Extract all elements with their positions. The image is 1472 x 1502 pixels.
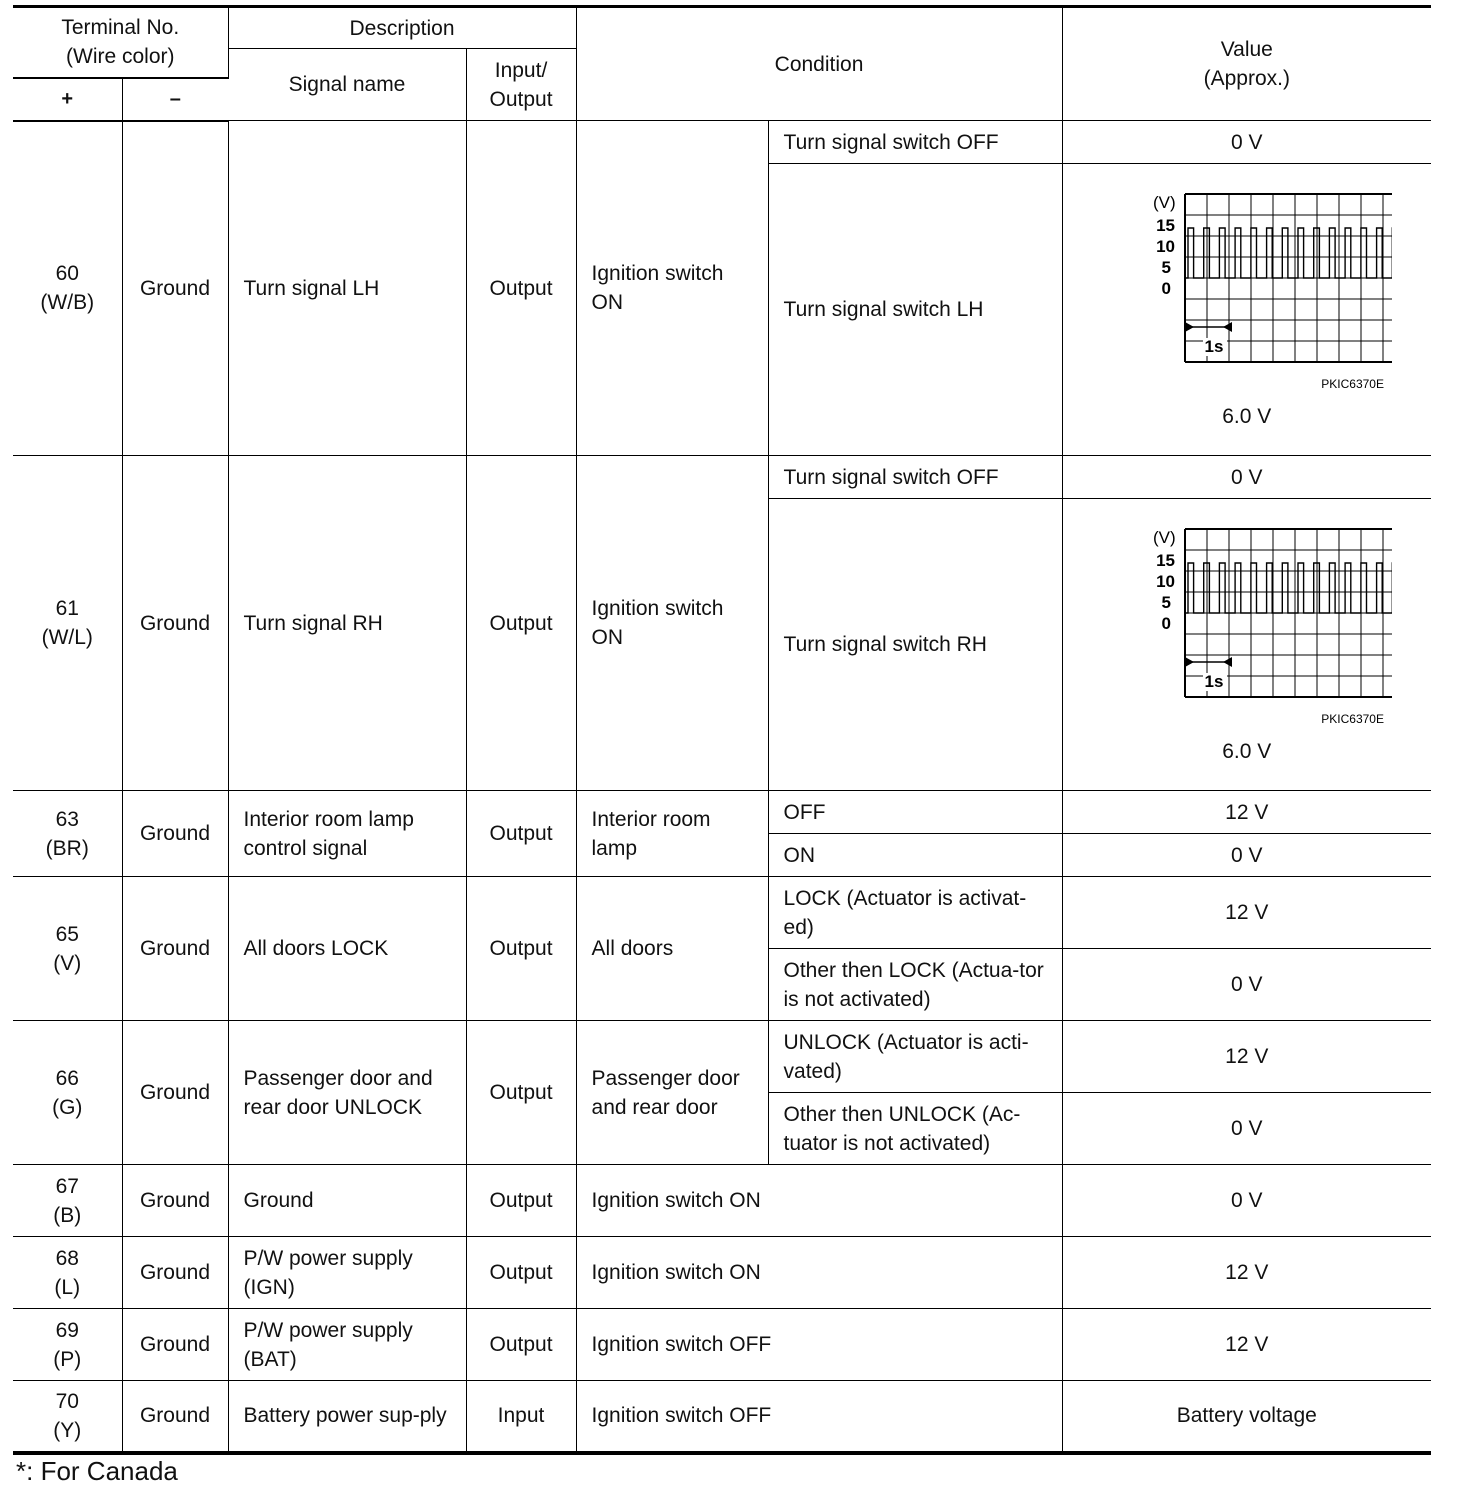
terminal-no-header: Terminal No. (Wire color) [13, 7, 228, 78]
signal-name-cell: P/W power supply (IGN) [228, 1237, 466, 1309]
waveform-tick-5: 5 [1161, 593, 1171, 612]
period-label: 1s [1204, 672, 1224, 691]
waveform-tick-10: 10 [1155, 237, 1175, 256]
terminal-cell: 63 (BR) [13, 791, 122, 877]
waveform-unit-label: (V) [1152, 528, 1176, 547]
ground-cell: Ground [122, 791, 228, 877]
terminal-cell: 70 (Y) [13, 1381, 122, 1453]
value-text: 6.0 V [1222, 740, 1272, 763]
state-cell: Turn signal switch OFF [768, 121, 1062, 164]
signal-name-cell: Battery power sup-ply [228, 1381, 466, 1453]
input-output-header: Input/ Output [466, 49, 576, 121]
value-cell: Battery voltage [1062, 1381, 1431, 1453]
state-cell: Turn signal switch RH [768, 499, 1062, 791]
plus-header: + [13, 78, 122, 121]
ground-cell: Ground [122, 1021, 228, 1165]
terminal-cell: 67 (B) [13, 1165, 122, 1237]
waveform-tick-0: 0 [1161, 279, 1171, 298]
condition-cell: Ignition switch OFF [576, 1309, 1062, 1381]
signal-name-cell: Turn signal LH [228, 121, 466, 456]
state-cell: UNLOCK (Actuator is acti-vated) [768, 1021, 1062, 1093]
waveform-code: PKIC6370E [1321, 712, 1384, 726]
period-marker [1185, 657, 1232, 691]
io-cell: Output [466, 1237, 576, 1309]
condition-cell: Ignition switch OFF [576, 1381, 1062, 1453]
terminal-cell: 61 (W/L) [13, 456, 122, 791]
terminal-cell: 66 (G) [13, 1021, 122, 1165]
waveform-diagram [1102, 523, 1392, 738]
value-text: 6.0 V [1222, 405, 1272, 428]
signal-name-cell: Turn signal RH [228, 456, 466, 791]
signal-name-header: Signal name [228, 49, 466, 121]
period-label: 1s [1204, 337, 1224, 356]
condition-header: Condition [576, 7, 1062, 121]
io-cell: Output [466, 1021, 576, 1165]
state-cell: LOCK (Actuator is activat-ed) [768, 877, 1062, 949]
ground-cell: Ground [122, 456, 228, 791]
footnote: *: For Canada [16, 1456, 178, 1486]
value-cell: 12 V [1062, 877, 1431, 949]
waveform-tick-5: 5 [1161, 258, 1171, 277]
state-cell: Other then UNLOCK (Ac-tuator is not activated) [768, 1093, 1062, 1165]
signal-name-cell: All doors LOCK [228, 877, 466, 1021]
condition-cell: Ignition switch ON [576, 121, 768, 456]
state-cell: ON [768, 834, 1062, 877]
terminal-table [13, 5, 1431, 1455]
description-header: Description [228, 7, 576, 49]
waveform-tick-15: 15 [1155, 551, 1175, 570]
waveform-tick-15: 15 [1155, 216, 1175, 235]
io-cell: Output [466, 121, 576, 456]
terminal-cell: 65 (V) [13, 877, 122, 1021]
condition-cell: Passenger door and rear door [576, 1021, 768, 1165]
io-cell: Output [466, 1165, 576, 1237]
state-cell: Turn signal switch OFF [768, 456, 1062, 499]
waveform-tick-0: 0 [1161, 614, 1171, 633]
condition-cell: Ignition switch ON [576, 1237, 1062, 1309]
ground-cell: Ground [122, 1237, 228, 1309]
waveform-code: PKIC6370E [1321, 377, 1384, 391]
value-header: Value (Approx.) [1062, 7, 1431, 121]
signal-name-cell: Interior room lamp control signal [228, 791, 466, 877]
signal-name-cell: P/W power supply (BAT) [228, 1309, 466, 1381]
period-marker [1185, 322, 1232, 356]
state-cell: OFF [768, 791, 1062, 834]
waveform-diagram [1102, 188, 1392, 403]
signal-name-cell: Passenger door and rear door UNLOCK [228, 1021, 466, 1165]
value-cell: 12 V [1062, 1021, 1431, 1093]
io-cell: Output [466, 877, 576, 1021]
condition-cell: Interior room lamp [576, 791, 768, 877]
minus-header: – [122, 78, 228, 121]
value-cell: 0 V [1062, 1093, 1431, 1165]
waveform-cell [1062, 164, 1431, 456]
terminal-cell: 69 (P) [13, 1309, 122, 1381]
condition-cell: Ignition switch ON [576, 456, 768, 791]
ground-cell: Ground [122, 121, 228, 456]
value-cell: 0 V [1062, 834, 1431, 877]
value-cell: 0 V [1062, 121, 1431, 164]
ground-cell: Ground [122, 1309, 228, 1381]
ground-cell: Ground [122, 1381, 228, 1453]
terminal-cell: 68 (L) [13, 1237, 122, 1309]
state-cell: Turn signal switch LH [768, 164, 1062, 456]
ground-cell: Ground [122, 1165, 228, 1237]
waveform-cell [1062, 499, 1431, 791]
value-cell: 12 V [1062, 1237, 1431, 1309]
waveform-tick-10: 10 [1155, 572, 1175, 591]
value-cell: 0 V [1062, 456, 1431, 499]
terminal-cell: 60 (W/B) [13, 121, 122, 456]
value-cell: 0 V [1062, 949, 1431, 1021]
condition-cell: Ignition switch ON [576, 1165, 1062, 1237]
ground-cell: Ground [122, 877, 228, 1021]
io-cell: Output [466, 456, 576, 791]
state-cell: Other then LOCK (Actua-tor is not activated) [768, 949, 1062, 1021]
io-cell: Output [466, 791, 576, 877]
signal-name-cell: Ground [228, 1165, 466, 1237]
value-cell: 0 V [1062, 1165, 1431, 1237]
value-cell: 12 V [1062, 791, 1431, 834]
value-cell: 12 V [1062, 1309, 1431, 1381]
io-cell: Input [466, 1381, 576, 1453]
io-cell: Output [466, 1309, 576, 1381]
waveform-unit-label: (V) [1152, 193, 1176, 212]
condition-cell: All doors [576, 877, 768, 1021]
